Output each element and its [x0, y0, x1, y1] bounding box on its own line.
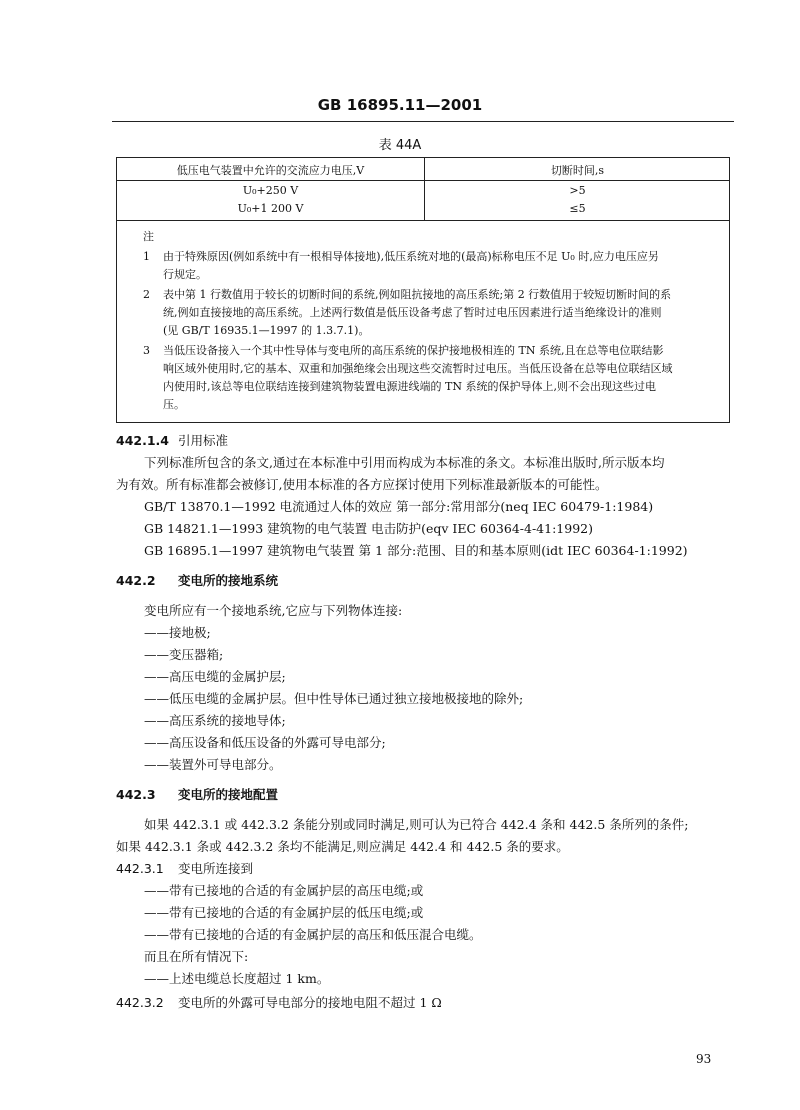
paragraph: 而且在所有情况下:	[144, 949, 249, 964]
section-text: 变电所的外露可导电部分的接地电阻不超过 1 Ω	[178, 995, 442, 1010]
note-text	[163, 342, 733, 414]
section-title: 变电所的接地配置	[178, 787, 279, 802]
section-number: 442.3.1	[116, 861, 164, 876]
list-item: ——高压设备和低压设备的外露可导电部分;	[144, 735, 386, 750]
list-item: ——上述电缆总长度超过 1 km。	[144, 971, 330, 986]
section-title: 引用标准	[178, 433, 229, 448]
subsection-heading	[116, 993, 442, 1011]
list-item: ——变压器箱;	[144, 647, 224, 662]
table-cell-time: >5	[569, 184, 586, 197]
note-line: 表中第 1 行数值用于较长的切断时间的系统,例如阻抗接地的高压系统;第 2 行数值用于较短切断时间的系	[163, 288, 672, 301]
note-number: 1	[143, 250, 150, 263]
note-text	[163, 248, 733, 284]
list-item: ——高压电缆的金属护层;	[144, 669, 286, 684]
notes-heading: 注	[143, 230, 154, 243]
note-line: 响区域外使用时,它的基本、双重和加强绝缘会出现这些交流暂时过电压。当低压设备在总等电位联结区域	[163, 362, 673, 375]
section-number: 442.3	[116, 787, 156, 802]
section-title: 变电所连接到	[178, 861, 254, 876]
table-rule	[117, 220, 729, 221]
list-item: ——带有已接地的合适的有金属护层的高压电缆;或	[144, 883, 424, 898]
list-item: ——高压系统的接地导体;	[144, 713, 286, 728]
note-line: 内使用时,该总等电位联结连接到建筑物装置电源进线端的 TN 系统的保护导体上,则不会出现这些过电	[163, 380, 656, 393]
paragraph: 变电所应有一个接地系统,它应与下列物体连接:	[144, 603, 403, 618]
section-number: 442.3.2	[116, 995, 164, 1010]
table-cell-voltage: U₀+250 V	[242, 184, 299, 197]
table-cell-voltage: U₀+1 200 V	[237, 202, 304, 215]
reference-item: GB 16895.1—1997 建筑物电气装置 第 1 部分:范围、目的和基本原则(idt IEC 60364-1:1992)	[144, 543, 688, 558]
header-rule	[112, 121, 734, 122]
list-item: ——带有已接地的合适的有金属护层的低压电缆;或	[144, 905, 424, 920]
note-line: 压。	[163, 398, 185, 411]
note-line: 当低压设备接入一个其中性导体与变电所的高压系统的保护接地极相连的 TN 系统,且在总等电位联结影	[163, 344, 664, 357]
note-line: 统,例如直接接地的高压系统。上述两行数值是低压设备考虑了暂时过电压因素进行适当绝缘设计的准则	[163, 306, 662, 319]
section-title: 变电所的接地系统	[178, 573, 279, 588]
section-number: 442.2	[116, 573, 156, 588]
note-line: 由于特殊原因(例如系统中有一根相导体接地),低压系统对地的(最高)标称电压不足 U₀ 时,应力电压应另	[163, 250, 659, 263]
paragraph: 如果 442.3.1 或 442.3.2 条能分别或同时满足,则可认为已符合 442.4 条和 442.5 条所列的条件;	[144, 817, 689, 832]
list-item: ——带有已接地的合适的有金属护层的高压和低压混合电缆。	[144, 927, 482, 942]
note-text	[163, 286, 733, 340]
section-heading	[116, 571, 278, 589]
paragraph: 为有效。所有标准都会被修订,使用本标准的各方应探讨使用下列标准最新版本的可能性。	[116, 477, 608, 492]
subsection-heading	[116, 859, 253, 877]
paragraph: 下列标准所包含的条文,通过在本标准中引用而构成为本标准的条文。本标准出版时,所示版本均	[144, 455, 665, 470]
list-item: ——低压电缆的金属护层。但中性导体已通过独立接地极接地的除外;	[144, 691, 524, 706]
paragraph: 如果 442.3.1 条或 442.3.2 条均不能满足,则应满足 442.4 和 442.5 条的要求。	[116, 839, 569, 854]
note-line: (见 GB/T 16935.1—1997 的 1.3.7.1)。	[163, 324, 370, 337]
voltage-table	[116, 157, 730, 423]
section-number: 442.1.4	[116, 433, 169, 448]
table-cell-time: ≤5	[569, 202, 586, 215]
note-number: 2	[143, 288, 150, 301]
reference-item: GB 14821.1—1993 建筑物的电气装置 电击防护(eqv IEC 60364-4-41:1992)	[144, 521, 593, 536]
reference-item: GB/T 13870.1—1992 电流通过人体的效应 第一部分:常用部分(neq IEC 60479-1:1984)	[144, 499, 654, 514]
table-header-time: 切断时间,s	[550, 164, 605, 177]
table-header-voltage: 低压电气装置中允许的交流应力电压,V	[176, 164, 365, 177]
document-header: GB 16895.11—2001	[317, 96, 483, 114]
note-number: 3	[143, 344, 150, 357]
page-number: 93	[696, 1052, 712, 1066]
section-heading	[116, 431, 228, 449]
table-rule	[117, 180, 729, 181]
section-heading	[116, 785, 278, 803]
list-item: ——接地极;	[144, 625, 211, 640]
note-line: 行规定。	[163, 268, 207, 281]
list-item: ——装置外可导电部分。	[144, 757, 282, 772]
table-title: 表 44A	[378, 138, 422, 153]
